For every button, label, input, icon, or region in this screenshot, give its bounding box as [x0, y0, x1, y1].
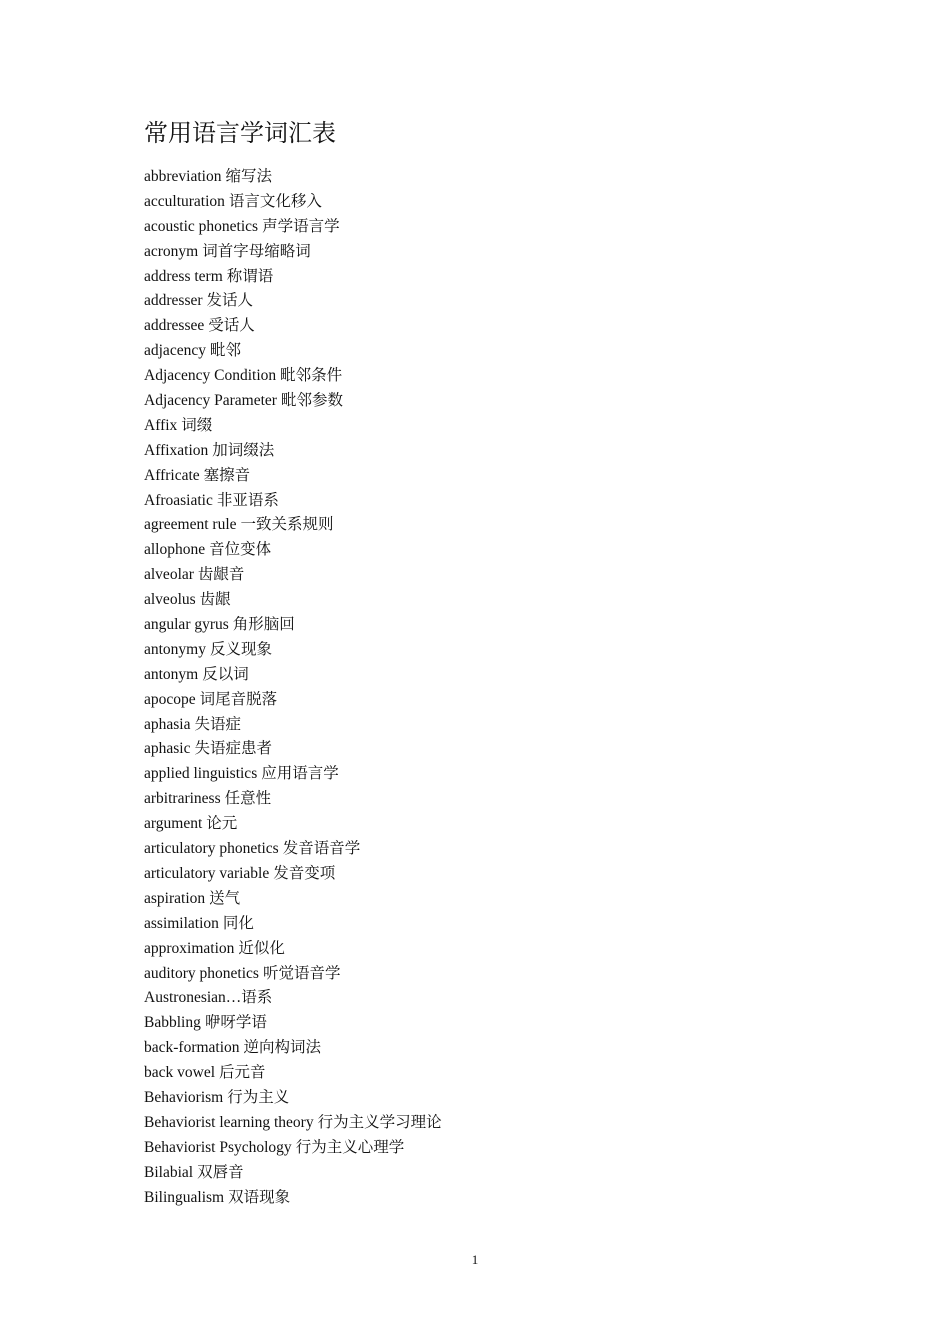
entry-translation: 论元 — [206, 815, 238, 833]
glossary-entry — [144, 464, 442, 489]
entry-translation: 双语现象 — [228, 1188, 291, 1206]
entry-term: acculturation — [144, 192, 225, 210]
entry-translation: 非亚语系 — [216, 491, 279, 509]
entry-translation: 逆向构词法 — [243, 1039, 322, 1057]
glossary-entry — [144, 265, 442, 290]
entry-translation: 反义现象 — [210, 640, 273, 658]
entry-term: approximation — [144, 939, 235, 957]
glossary-entry — [144, 762, 442, 787]
glossary-entry — [144, 887, 442, 912]
entry-term: Behaviorist learning theory — [144, 1113, 314, 1131]
page-number: 1 — [471, 1252, 479, 1267]
glossary-entry — [144, 364, 442, 389]
glossary-entry — [144, 638, 442, 663]
entry-term: apocope — [144, 690, 196, 708]
entry-term: aspiration — [144, 889, 206, 907]
glossary-entry — [144, 339, 442, 364]
glossary-entry — [144, 1111, 442, 1136]
glossary-entry — [144, 513, 442, 538]
entry-translation: 后元音 — [219, 1064, 266, 1082]
entry-term: Affix — [144, 416, 178, 434]
entry-term: aphasic — [144, 740, 191, 758]
entry-term: Afroasiatic — [144, 491, 213, 509]
entry-translation: 词尾音脱落 — [199, 690, 278, 708]
glossary-entry — [144, 1086, 442, 1111]
glossary-entry — [144, 1011, 442, 1036]
entry-translation: 角形脑回 — [232, 616, 295, 634]
entry-translation: 塞擦音 — [203, 466, 251, 484]
entry-term: Adjacency Parameter — [144, 392, 277, 410]
glossary-entry — [144, 1161, 442, 1186]
entry-translation: 语言文化移入 — [228, 192, 322, 210]
glossary-entry — [144, 787, 442, 812]
entry-term: antonym — [144, 665, 199, 683]
entry-translation: 失语症患者 — [194, 740, 272, 758]
glossary-entry — [144, 812, 442, 837]
entry-term: back-formation — [144, 1039, 240, 1057]
glossary-entry — [144, 389, 442, 414]
entry-translation: 行为主义心理学 — [295, 1138, 405, 1156]
entry-translation: 称谓语 — [226, 267, 274, 285]
entry-translation: 应用语言学 — [261, 765, 339, 783]
entry-term: Bilingualism — [144, 1188, 225, 1206]
glossary-entry — [144, 414, 442, 439]
glossary-entry — [144, 912, 442, 937]
entry-translation: 毗邻条件 — [280, 367, 343, 385]
entry-translation: 发话人 — [206, 292, 254, 310]
glossary-entry — [144, 190, 442, 215]
glossary-entry — [144, 240, 442, 265]
entry-translation: 齿龈音 — [197, 566, 245, 584]
entry-term: Adjacency Condition — [144, 367, 277, 385]
entry-term: assimilation — [144, 914, 219, 932]
glossary-entry — [144, 713, 442, 738]
entry-term: Bilabial — [144, 1163, 194, 1181]
entry-translation: 行为主义学习理论 — [317, 1113, 442, 1131]
entry-translation: 行为主义 — [227, 1088, 290, 1106]
glossary-entry — [144, 563, 442, 588]
entry-translation: 受话人 — [208, 317, 255, 335]
entry-translation: 声学语言学 — [262, 217, 340, 235]
entry-translation: 发音变项 — [273, 864, 336, 882]
glossary-list — [144, 165, 442, 1210]
entry-term: Behaviorism — [144, 1088, 224, 1106]
entry-term: allophone — [144, 541, 206, 559]
entry-translation: 毗邻 — [209, 342, 241, 360]
glossary-entry — [144, 165, 442, 190]
entry-translation: 近似化 — [238, 939, 285, 957]
entry-term: acronym — [144, 242, 199, 260]
entry-term: addressee — [144, 317, 205, 335]
entry-term: auditory phonetics — [144, 964, 259, 982]
entry-term: acoustic phonetics — [144, 217, 259, 235]
entry-translation: 音位变体 — [209, 541, 272, 559]
glossary-entry — [144, 1186, 442, 1211]
glossary-entry — [144, 962, 442, 987]
glossary-entry — [144, 1136, 442, 1161]
glossary-entry — [144, 289, 442, 314]
entry-term: Babbling — [144, 1014, 201, 1032]
glossary-entry — [144, 439, 442, 464]
entry-translation: 咿呀学语 — [204, 1014, 267, 1032]
glossary-entry — [144, 986, 442, 1011]
glossary-entry — [144, 688, 442, 713]
glossary-entry — [144, 489, 442, 514]
entry-term: articulatory phonetics — [144, 840, 279, 858]
entry-term: back vowel — [144, 1064, 216, 1082]
entry-term: antonymy — [144, 640, 206, 658]
page-title: 常用语言学词汇表 — [144, 119, 336, 147]
entry-translation: 毗邻参数 — [280, 392, 343, 410]
glossary-entry — [144, 314, 442, 339]
entry-term: Affricate — [144, 466, 200, 484]
entry-term: articulatory variable — [144, 864, 270, 882]
entry-translation: 词首字母缩略词 — [202, 242, 311, 260]
entry-translation: 发音语音学 — [282, 840, 361, 858]
entry-term: agreement rule — [144, 516, 237, 534]
entry-term: arbitrariness — [144, 790, 221, 808]
entry-term: angular gyrus — [144, 616, 229, 634]
entry-translation: 一致关系规则 — [240, 516, 334, 534]
glossary-entry — [144, 862, 442, 887]
entry-translation: 缩写法 — [225, 168, 272, 185]
glossary-entry — [144, 215, 442, 240]
entry-term: argument — [144, 815, 203, 833]
glossary-entry — [144, 737, 442, 762]
entry-translation: 词缀 — [181, 416, 213, 434]
entry-translation: 双唇音 — [197, 1163, 244, 1181]
entry-term: Behaviorist Psychology — [144, 1138, 292, 1156]
glossary-entry — [144, 1061, 442, 1086]
glossary-entry — [144, 538, 442, 563]
entry-translation: 加词缀法 — [212, 441, 275, 459]
entry-term: alveolus — [144, 591, 196, 609]
entry-term: abbreviation — [144, 168, 222, 185]
entry-translation: 反以词 — [202, 665, 249, 683]
entry-translation: 齿龈 — [199, 591, 231, 609]
entry-term: adjacency — [144, 342, 206, 360]
entry-term: Austronesian…语系 — [144, 989, 273, 1007]
entry-translation: 送气 — [209, 889, 241, 907]
glossary-entry — [144, 613, 442, 638]
entry-translation: 同化 — [222, 914, 254, 932]
glossary-entry — [144, 837, 442, 862]
entry-term: alveolar — [144, 566, 194, 584]
entry-term: Affixation — [144, 441, 209, 459]
entry-term: addresser — [144, 292, 203, 310]
entry-term: aphasia — [144, 715, 191, 733]
entry-translation: 任意性 — [224, 790, 272, 808]
glossary-entry — [144, 1036, 442, 1061]
glossary-entry — [144, 663, 442, 688]
entry-translation: 听觉语音学 — [262, 964, 341, 982]
entry-term: address term — [144, 267, 223, 285]
glossary-entry — [144, 588, 442, 613]
entry-translation: 失语症 — [194, 715, 241, 733]
glossary-entry — [144, 937, 442, 962]
entry-term: applied linguistics — [144, 765, 258, 783]
